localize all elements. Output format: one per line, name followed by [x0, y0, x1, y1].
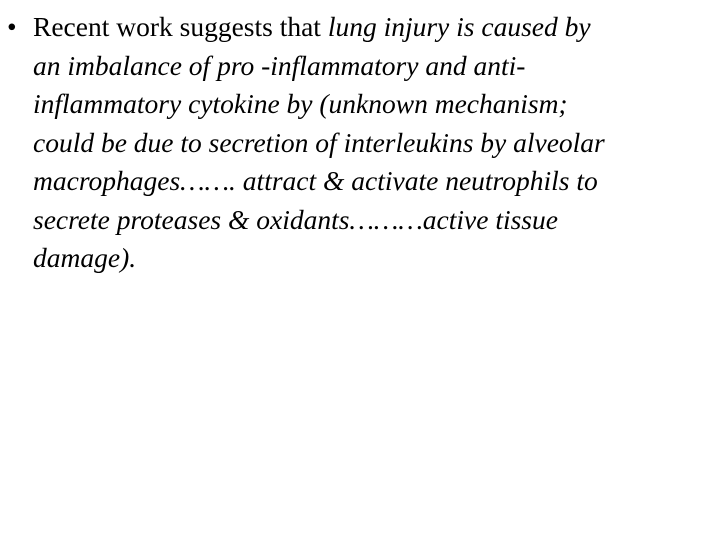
text-line-normal: Recent work suggests that — [33, 11, 328, 42]
text-line — [33, 162, 713, 201]
text-line-italic: lung injury is caused by — [327, 11, 591, 42]
text-line — [33, 239, 713, 278]
text-line-italic: inflammatory cytokine by (unknown mechanism; — [33, 88, 568, 119]
text-line-italic: macrophages……. attract & activate neutrophils to — [33, 165, 598, 196]
text-line-italic: an imbalance of pro -inflammatory and anti- — [33, 49, 526, 81]
text-line — [33, 201, 713, 240]
text-line-italic: secrete proteases & oxidants………active tissue — [33, 203, 558, 235]
text-line-italic: could be due to secretion of interleukins by alveolar — [33, 126, 605, 158]
bullet-item — [7, 8, 713, 278]
text-line-italic: damage). — [33, 242, 137, 273]
bullet-text — [33, 8, 713, 278]
text-line — [33, 85, 713, 124]
text-line — [33, 8, 713, 47]
text-line — [33, 47, 713, 86]
bullet-icon: • — [7, 11, 17, 42]
text-line — [33, 124, 713, 163]
